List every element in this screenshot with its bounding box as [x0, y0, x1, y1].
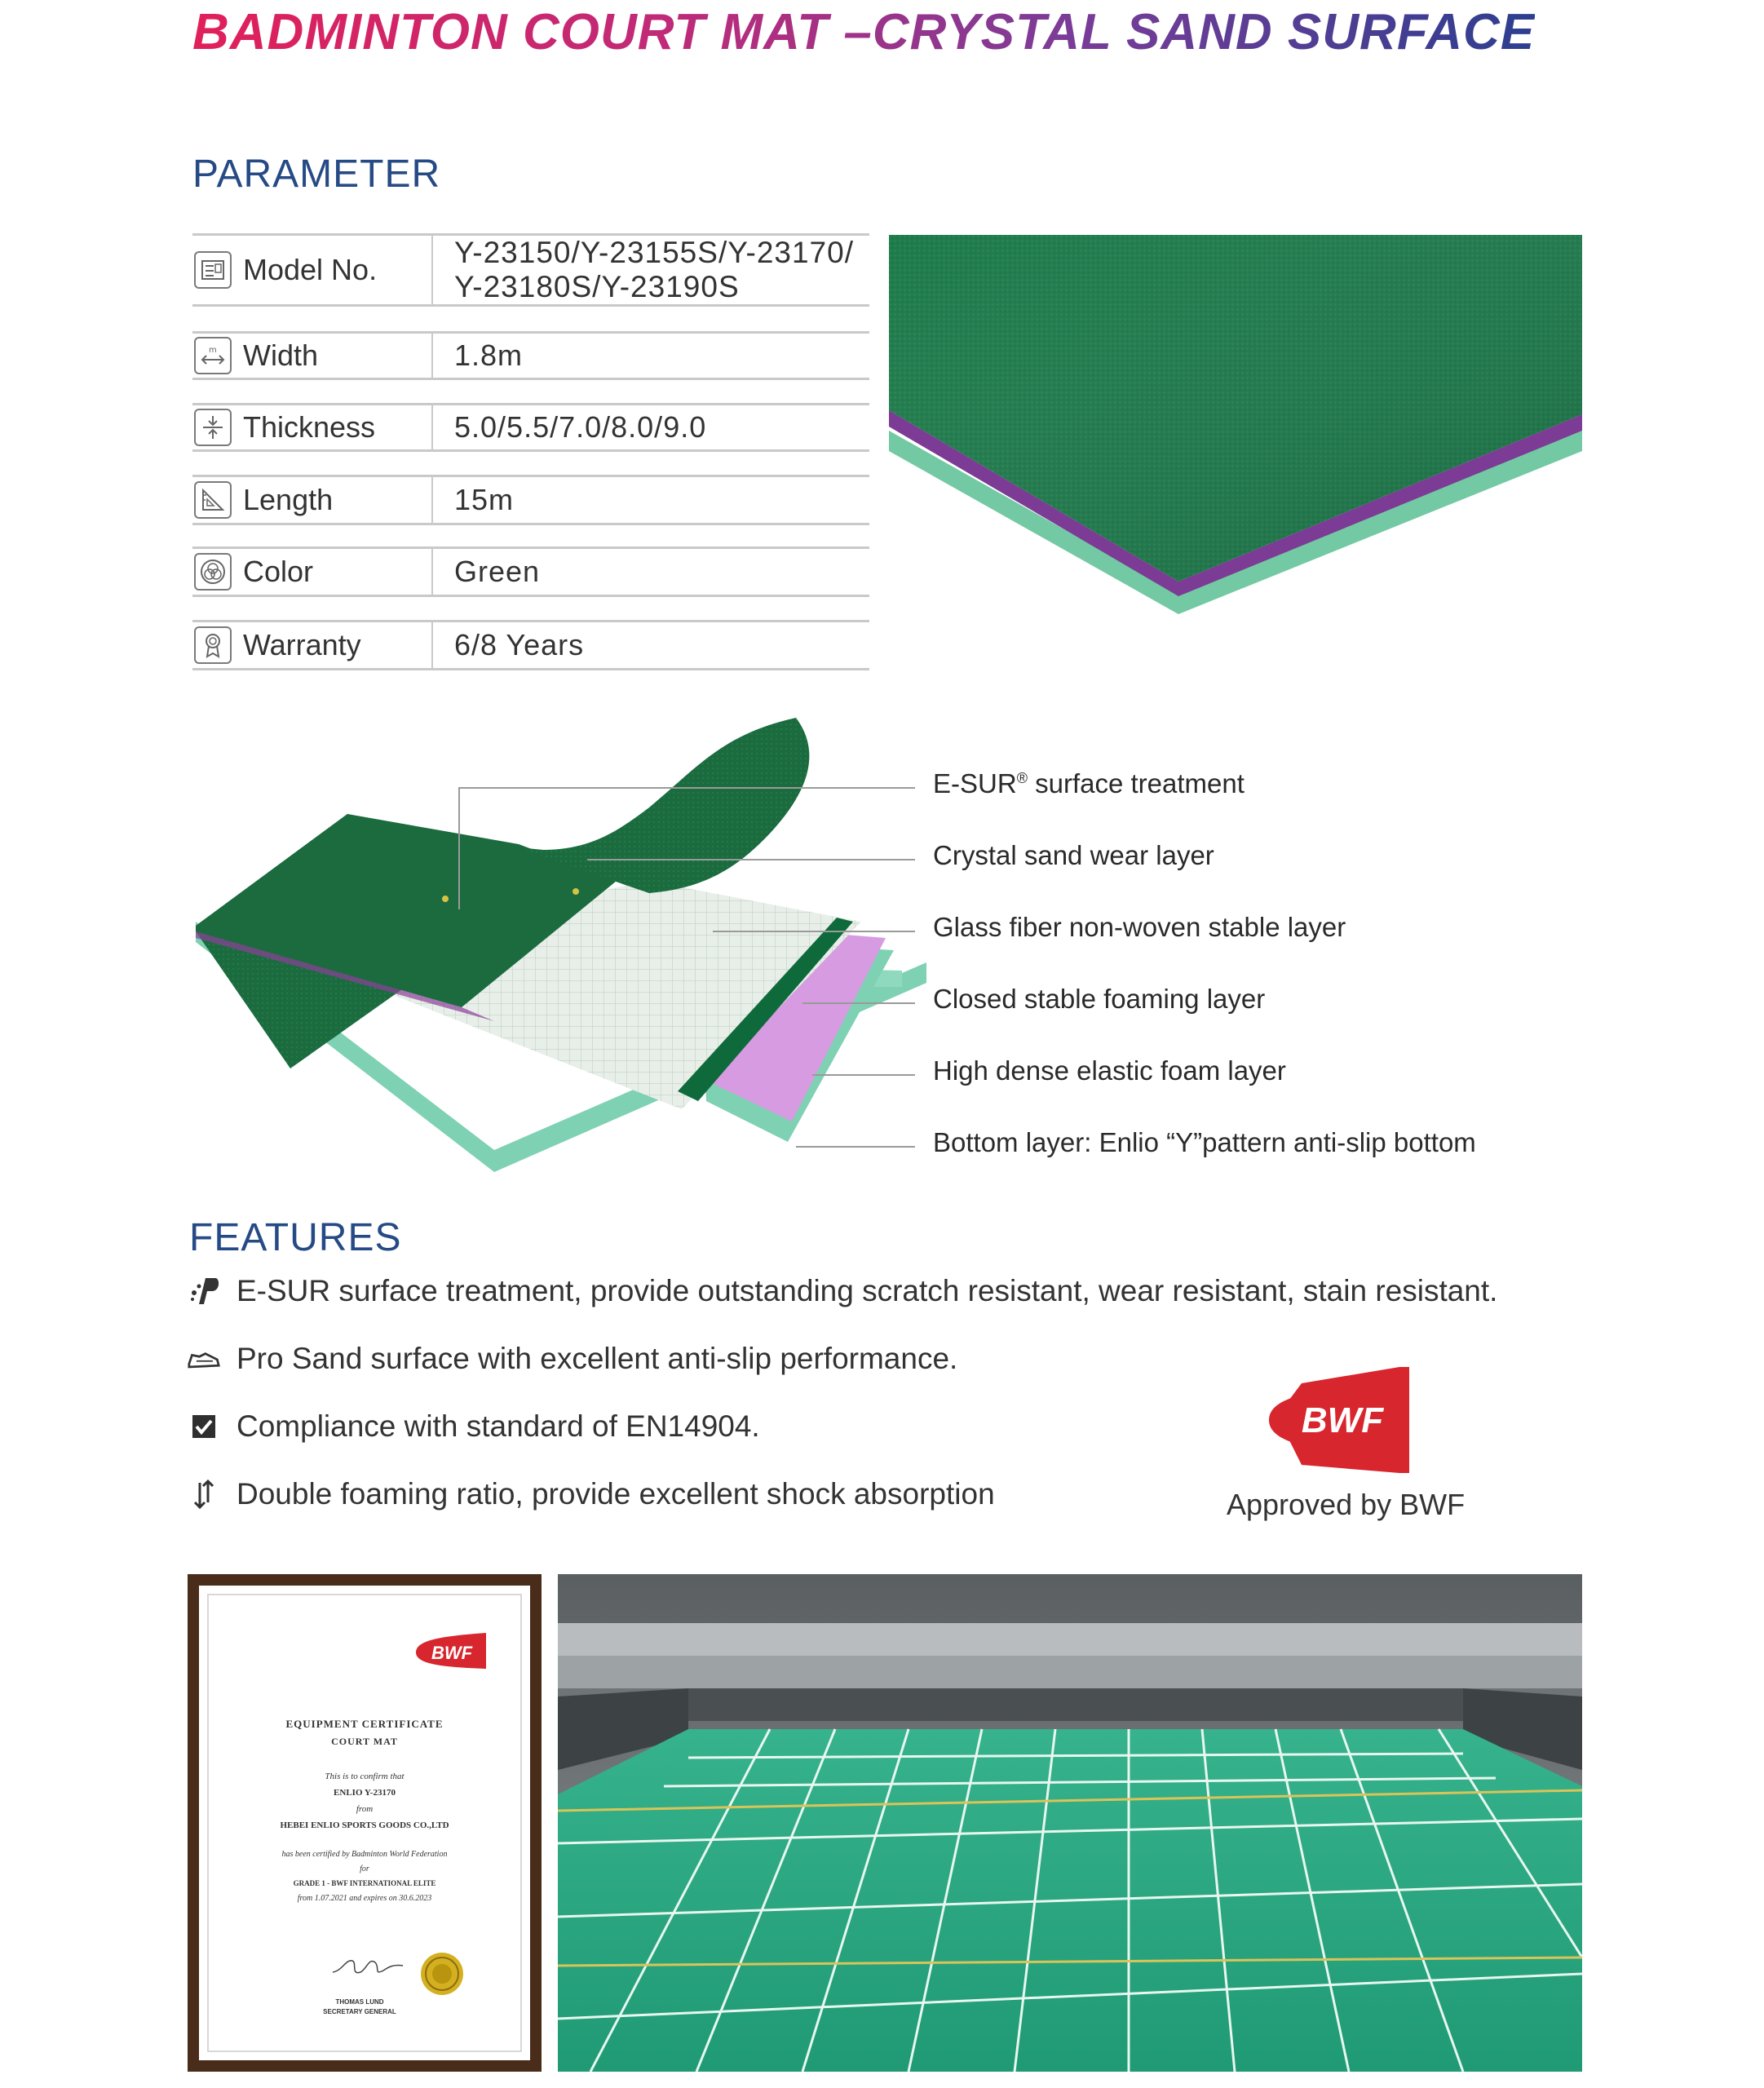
- feature-text: Pro Sand surface with excellent anti-slip performance.: [237, 1342, 958, 1375]
- bwf-logo: [1269, 1367, 1409, 1473]
- length-icon: [194, 481, 232, 519]
- certificate-subtitle: COURT MAT: [331, 1736, 398, 1747]
- svg-text:m: m: [209, 346, 217, 355]
- color-icon: [194, 553, 232, 591]
- certificate-company: HEBEI ENLIO SPORTS GOODS CO.,LTD: [280, 1820, 449, 1830]
- thickness-icon: [194, 409, 232, 446]
- feature-text: Double foaming ratio, provide excellent shock absorption: [237, 1477, 995, 1511]
- shock-arrows-icon: [188, 1478, 220, 1511]
- param-row-length: [192, 475, 869, 525]
- feature-item: [188, 1342, 957, 1376]
- checkbox-icon: [188, 1410, 220, 1443]
- parameter-heading: PARAMETER: [192, 153, 441, 196]
- layer-label-bottom: Bottom layer: Enlio “Y”pattern anti-slip bottom: [933, 1127, 1476, 1157]
- param-row-model: [192, 233, 869, 307]
- certificate-confirm: This is to confirm that: [325, 1772, 405, 1781]
- layer-label-elastic-foam: High dense elastic foam layer: [933, 1055, 1286, 1086]
- shoe-icon: [188, 1343, 220, 1375]
- gold-seal: [419, 1951, 465, 1997]
- feature-item: [188, 1274, 1497, 1308]
- certificate-for: for: [360, 1865, 369, 1873]
- certificate-signer-title: SECRETARY GENERAL: [323, 2008, 396, 2015]
- param-row-thickness: [192, 403, 869, 452]
- param-row-warranty: [192, 620, 869, 670]
- width-icon: [194, 337, 232, 374]
- arena-photo: [558, 1574, 1582, 2072]
- layer-label-wear: Crystal sand wear layer: [933, 840, 1214, 870]
- bwf-logo-text: BWF: [1301, 1400, 1384, 1440]
- warranty-icon: [194, 626, 232, 664]
- feature-item: [188, 1477, 995, 1511]
- signature: [331, 1953, 405, 1980]
- bwf-caption: Approved by BWF: [1227, 1488, 1466, 1521]
- certificate-validity: from 1.07.2021 and expires on 30.6.2023: [297, 1894, 432, 1903]
- param-label: Length: [243, 483, 334, 516]
- feature-text: E-SUR surface treatment, provide outstanding scratch resistant, wear resistant, stain resistant.: [237, 1274, 1498, 1307]
- layer-label-glass-fiber: Glass fiber non-woven stable layer: [933, 912, 1346, 942]
- layer-label-closed-foam: Closed stable foaming layer: [933, 984, 1266, 1014]
- page-title: BADMINTON COURT MAT –CRYSTAL SAND SURFACE: [192, 0, 1535, 65]
- param-label: Width: [243, 338, 319, 372]
- param-label: Thickness: [243, 410, 376, 444]
- param-value: 5.0/5.5/7.0/8.0/9.0: [454, 410, 707, 444]
- layer-label-esur: E-SUR® surface treatment: [933, 768, 1245, 798]
- svg-text:BWF: BWF: [431, 1643, 473, 1663]
- param-value: Y-23150/Y-23155S/Y-23170/: [454, 236, 854, 269]
- param-label: Model No.: [243, 253, 378, 286]
- certificate-certified: has been certified by Badminton World Federation: [281, 1850, 448, 1859]
- certificate-product: ENLIO Y-23170: [334, 1788, 396, 1798]
- model-number-icon: [194, 251, 232, 289]
- certificate-bwf-logo: [416, 1628, 486, 1674]
- param-value: 1.8m: [454, 338, 524, 372]
- certificate-title: EQUIPMENT CERTIFICATE: [285, 1718, 444, 1730]
- param-value: 15m: [454, 483, 515, 516]
- param-label: Warranty: [243, 628, 361, 661]
- esur-logo-icon: [188, 1275, 220, 1307]
- features-heading: FEATURES: [189, 1216, 402, 1259]
- param-row-color: [192, 546, 869, 597]
- feature-text: Compliance with standard of EN14904.: [237, 1409, 760, 1443]
- certificate-frame: [188, 1574, 542, 2072]
- param-value: 6/8 Years: [454, 628, 585, 661]
- feature-item: [188, 1409, 760, 1444]
- param-value: Green: [454, 555, 541, 588]
- param-label: Color: [243, 555, 314, 588]
- param-row-width: [192, 331, 869, 380]
- certificate-from: from: [356, 1804, 374, 1814]
- param-value: Y-23180S/Y-23190S: [454, 270, 740, 303]
- mat-sample-image: [889, 235, 1582, 626]
- certificate-signer-name: THOMAS LUND: [335, 1998, 384, 2006]
- certificate-grade: GRADE 1 - BWF INTERNATIONAL ELITE: [293, 1879, 436, 1887]
- layer-diagram: [192, 718, 926, 1191]
